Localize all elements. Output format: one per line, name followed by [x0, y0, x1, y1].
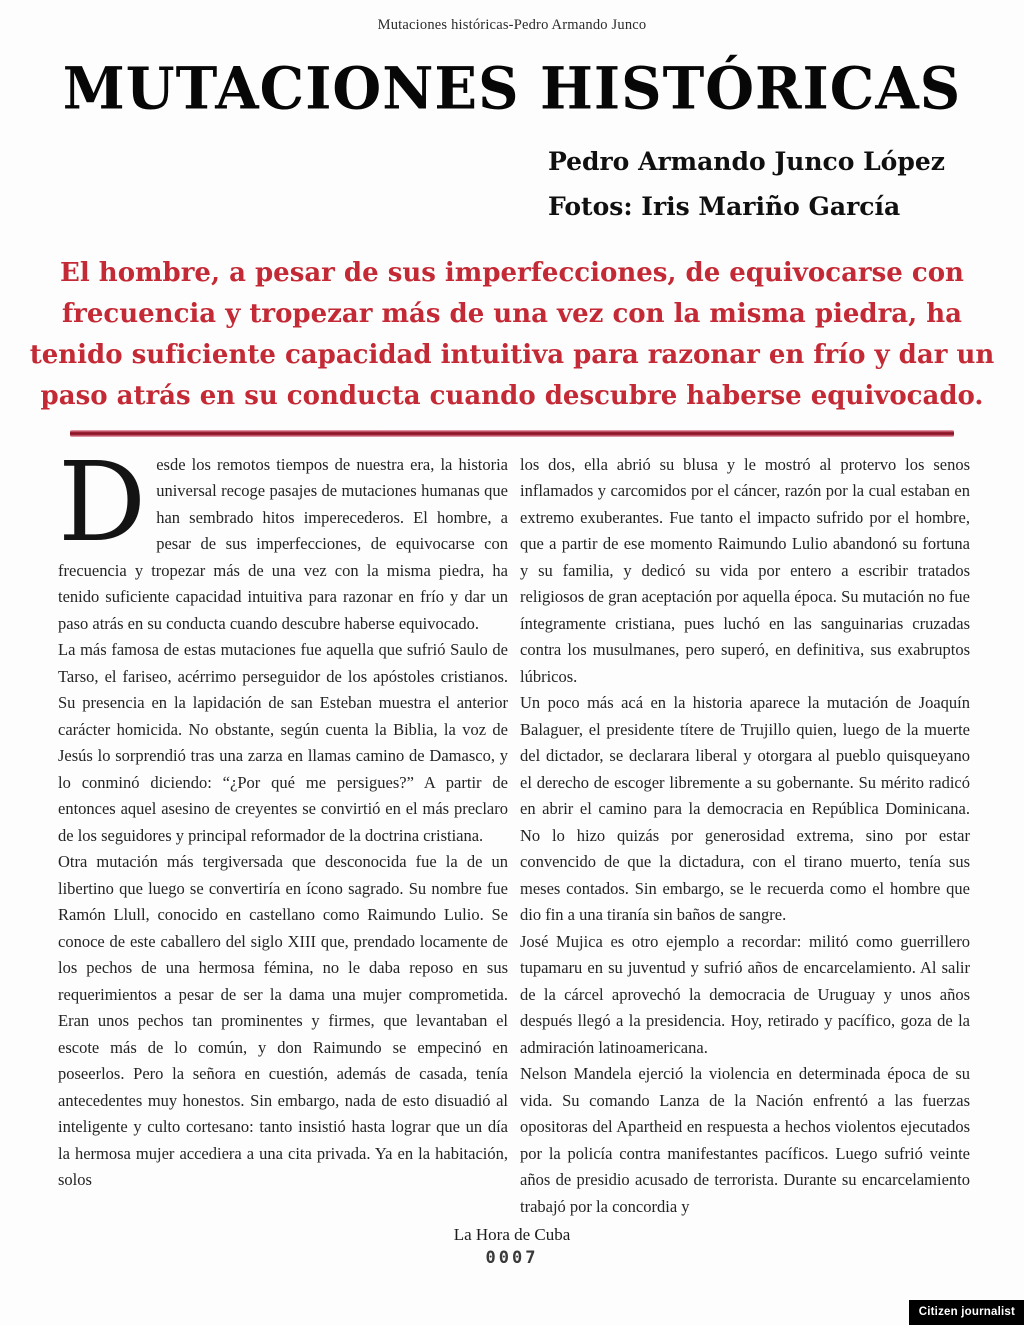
paragraph	[58, 437, 508, 638]
byline-block	[548, 139, 1024, 229]
right-column	[520, 452, 970, 1221]
citizen-journalist-badge: Citizen journalist	[909, 1300, 1024, 1325]
divider-rule	[70, 430, 954, 437]
left-column	[58, 437, 508, 1221]
lede-line: paso atrás en su conducta cuando descubre haberse equivocado.	[40, 380, 984, 411]
paragraph-text: esde los remotos tiempos de nuestra era, la historia universal recoge pasajes de mutaciones humanas que han sembrado hitos imperecederos. El hombre, a pesar de sus imperfecciones, de equivocarse con frecuencia y tropezar más de una vez con la misma piedra, ha tenido suficiente capacidad intuitiva para razonar en frío y dar un paso atrás en su conducta cuando descubre haberse equivocado.	[58, 454, 508, 633]
paragraph: Otra mutación más tergiversada que desconocida fue la de un libertino que luego se convertiría en ícono sagrado. Su nombre fue Ramón Llull, conocido en castellano como Raimundo Lulio. Se conoce de este caballero del siglo XIII que, prendado locamente de los pechos de una hermosa fémina, no le daba reposo en sus requerimientos a pesar de ser la dama una mujer comprometida. Eran unos pechos tan prominentes y firmes, que levantaban el escote más de lo común, y don Raimundo se empecinó en poseerlos. Pero la señora en cuestión, además de casada, tenía antecedentes muy honestos. Sin embargo, nada de esto disuadió al inteligente y culto cortesano: tanto insistió hasta lograr que un día la hermosa mujer accediera a una cita privada. Ya en la habitación, solos	[58, 852, 508, 1190]
drop-cap: D	[58, 437, 147, 566]
publication-name: La Hora de Cuba	[453, 1225, 571, 1245]
paragraph: La más famosa de estas mutaciones fue aquella que sufrió Saulo de Tarso, el fariseo, acérrimo perseguidor de los apóstoles cristianos. Su presencia en la lapidación de san Esteban muestra el anterior carácter homicida. No obstante, según cuenta la Biblia, la voz de Jesús lo sorprendió tras una zarza en llamas camino de Damasco, y lo conminó diciendo: “¿Por qué me persigues?” A partir de entonces aquel asesino de creyentes se convirtió en el más preclaro de los seguidores y principal reformador de la doctrina cristiana.	[58, 640, 508, 845]
running-header: Mutaciones históricas-Pedro Armando Junco	[377, 17, 647, 33]
author-byline: Pedro Armando Junco López	[548, 146, 945, 176]
paragraph: los dos, ella abrió su blusa y le mostró al protervo los senos inflamados y carcomidos por el cáncer, razón por la cual estaban en extremo exuberantes. Fue tanto el impacto sufrido por el hombre, que a partir de ese momento Raimundo Lulio abandonó su fortuna y su familia, y dedicó su vida por entero a escribir tratados religiosos de gran aceptación por aquella época. Su mutación no fue íntegramente cristiana, pues luchó en las sanguinarias cruzadas contra los musulmanes, pero superó, en definitiva, sus exabruptos lúbricos.	[520, 454, 970, 686]
paragraph: José Mujica es otro ejemplo a recordar: militó como guerrillero tupamaru en su juventud y sufrió años de encarcelamiento. Al salir de la cárcel aprovechó la democracia de Uruguay y unos años después llegó a la presidencia. Hoy, retirado y pacífico, goza de la admiración latinoamericana.	[520, 931, 970, 1057]
lede-line: frecuencia y tropezar más de una vez con la misma piedra, ha	[61, 298, 962, 329]
paragraph: Nelson Mandela ejerció la violencia en determinada época de su vida. Su comando Lanza de la Nación enfrentó a las fuerzas opositoras del Apartheid en respuesta a hechos violentos ejecutados por la policía contra manifestantes pacíficos. Luego sufrió veinte años de presidio acusado de terrorista. Durante su encarcelamiento trabajó por la concordia y	[520, 1064, 970, 1216]
paragraph: Un poco más acá en la historia aparece la mutación de Joaquín Balaguer, el presidente títere de Trujillo quien, luego de la muerte del dictador, se declarara liberal y otorgara al pueblo quisqueyano el derecho de escoger libremente a su gobernante. Su mérito radicó en abrir el camino para la democracia en República Dominicana. No lo hizo quizás por generosidad extrema, sino por estar convencido de que la dictadura, con el tirano muerto, tenía sus meses contados. Sin embargo, se le recuerda como el hombre que dio fin a una tiranía sin baños de sangre.	[520, 693, 970, 925]
article-title: MUTACIONES HISTÓRICAS	[62, 54, 962, 124]
page-number: 0007	[485, 1248, 539, 1269]
lede-paragraph	[0, 253, 1024, 417]
article-body	[0, 437, 1024, 1221]
lede-line: tenido suficiente capacidad intuitiva para razonar en frío y dar un	[29, 339, 995, 370]
lede-line: El hombre, a pesar de sus imperfecciones, de equivocarse con	[60, 257, 964, 288]
photo-credit: Fotos: Iris Mariño García	[548, 191, 901, 221]
